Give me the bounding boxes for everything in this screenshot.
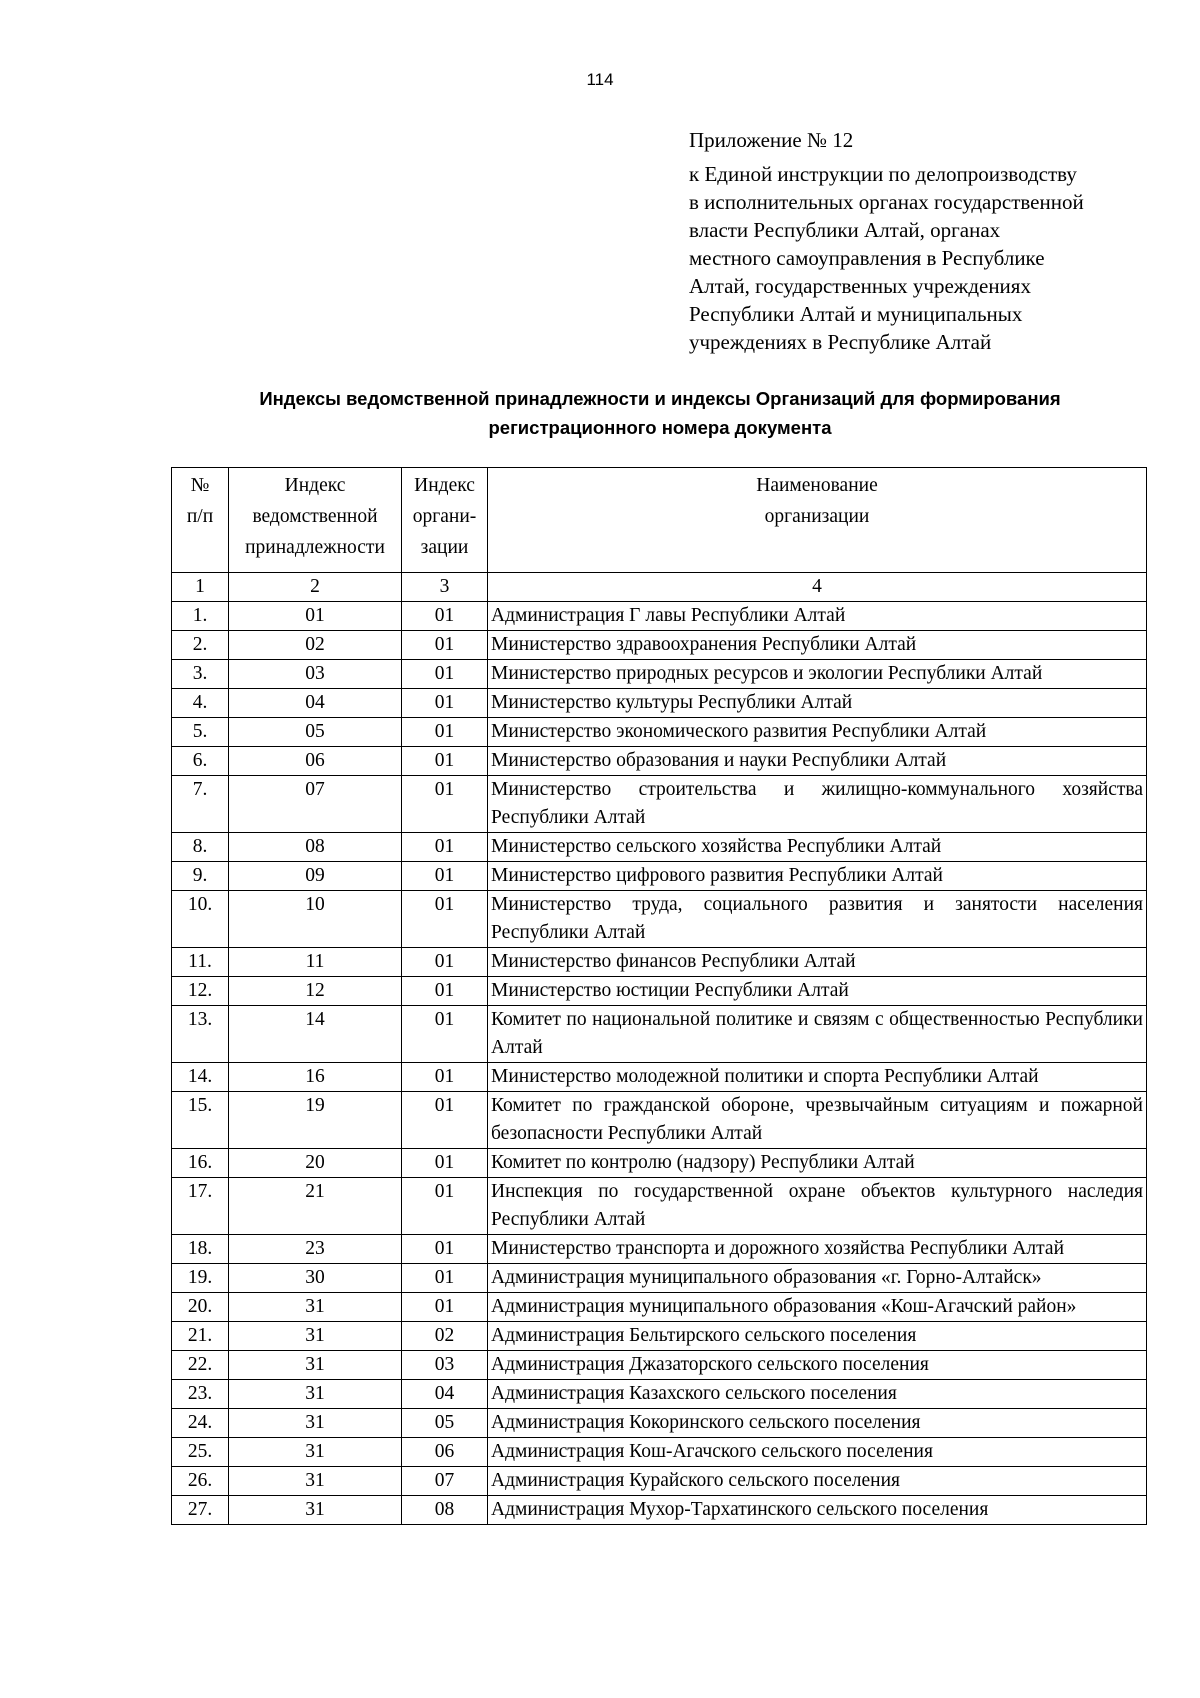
table-row bbox=[172, 689, 1147, 718]
department-index: 10 bbox=[229, 891, 402, 948]
organization-name: Министерство молодежной политики и спорта Республики Алтай bbox=[488, 1063, 1147, 1092]
organization-name: Администрация муниципального образования «Кош-Агачский район» bbox=[488, 1293, 1147, 1322]
organization-index: 05 bbox=[402, 1409, 488, 1438]
table-row bbox=[172, 1149, 1147, 1178]
row-number: 17. bbox=[172, 1178, 229, 1235]
organization-name: Министерство строительства и жилищно-коммунального хозяйства Республики Алтай bbox=[488, 776, 1147, 833]
department-index: 23 bbox=[229, 1235, 402, 1264]
index-table bbox=[171, 467, 1147, 1525]
appendix-line: власти Республики Алтай, органах bbox=[689, 218, 1001, 242]
table-row bbox=[172, 1351, 1147, 1380]
organization-name: Администрация Бельтирского сельского поселения bbox=[488, 1322, 1147, 1351]
row-number: 2. bbox=[172, 631, 229, 660]
organization-name: Министерство юстиции Республики Алтай bbox=[488, 977, 1147, 1006]
document-title bbox=[120, 384, 1200, 442]
organization-name: Инспекция по государственной охране объектов культурного наследия Республики Алтай bbox=[488, 1178, 1147, 1235]
appendix-line: к Единой инструкции по делопроизводству bbox=[689, 162, 1077, 186]
table-row bbox=[172, 1178, 1147, 1235]
department-index: 31 bbox=[229, 1380, 402, 1409]
department-index: 02 bbox=[229, 631, 402, 660]
column-number: 2 bbox=[229, 573, 402, 602]
row-number: 26. bbox=[172, 1467, 229, 1496]
document-title-line: регистрационного номера документа bbox=[488, 417, 832, 438]
row-number: 20. bbox=[172, 1293, 229, 1322]
row-number: 12. bbox=[172, 977, 229, 1006]
row-number: 8. bbox=[172, 833, 229, 862]
table-row bbox=[172, 776, 1147, 833]
row-number: 21. bbox=[172, 1322, 229, 1351]
table-row bbox=[172, 862, 1147, 891]
row-number: 27. bbox=[172, 1496, 229, 1525]
organization-name: Министерство природных ресурсов и экологии Республики Алтай bbox=[488, 660, 1147, 689]
table-row bbox=[172, 631, 1147, 660]
row-number: 23. bbox=[172, 1380, 229, 1409]
organization-index: 01 bbox=[402, 977, 488, 1006]
department-index: 31 bbox=[229, 1409, 402, 1438]
column-number: 3 bbox=[402, 573, 488, 602]
organization-index: 01 bbox=[402, 1293, 488, 1322]
row-number: 18. bbox=[172, 1235, 229, 1264]
table-row bbox=[172, 1409, 1147, 1438]
organization-index: 01 bbox=[402, 1006, 488, 1063]
appendix-line: Алтай, государственных учреждениях bbox=[689, 274, 1031, 298]
department-index: 31 bbox=[229, 1467, 402, 1496]
page-number: 114 bbox=[586, 70, 614, 89]
row-number: 11. bbox=[172, 948, 229, 977]
header-organization-name: Наименование организации bbox=[488, 468, 1147, 573]
row-number: 1. bbox=[172, 602, 229, 631]
table-row bbox=[172, 1380, 1147, 1409]
organization-name: Администрация Мухор-Тархатинского сельского поселения bbox=[488, 1496, 1147, 1525]
department-index: 03 bbox=[229, 660, 402, 689]
row-number: 14. bbox=[172, 1063, 229, 1092]
organization-index: 01 bbox=[402, 862, 488, 891]
appendix-line: учреждениях в Республике Алтай bbox=[689, 330, 992, 354]
organization-index: 01 bbox=[402, 776, 488, 833]
column-number: 1 bbox=[172, 573, 229, 602]
department-index: 06 bbox=[229, 747, 402, 776]
organization-name: Администрация муниципального образования «г. Горно-Алтайск» bbox=[488, 1264, 1147, 1293]
row-number: 10. bbox=[172, 891, 229, 948]
organization-index: 01 bbox=[402, 1063, 488, 1092]
department-index: 08 bbox=[229, 833, 402, 862]
organization-index: 03 bbox=[402, 1351, 488, 1380]
table-row bbox=[172, 602, 1147, 631]
column-number: 4 bbox=[488, 573, 1147, 602]
table-row bbox=[172, 977, 1147, 1006]
department-index: 30 bbox=[229, 1264, 402, 1293]
table-row bbox=[172, 1322, 1147, 1351]
appendix-line: в исполнительных органах государственной bbox=[689, 190, 1084, 214]
row-number: 13. bbox=[172, 1006, 229, 1063]
organization-name: Администрация Джазаторского сельского поселения bbox=[488, 1351, 1147, 1380]
organization-index: 01 bbox=[402, 602, 488, 631]
table-row bbox=[172, 1235, 1147, 1264]
row-number: 3. bbox=[172, 660, 229, 689]
organization-index: 01 bbox=[402, 689, 488, 718]
organization-index: 07 bbox=[402, 1467, 488, 1496]
organization-index: 01 bbox=[402, 948, 488, 977]
organization-name: Администрация Кокоринского сельского поселения bbox=[488, 1409, 1147, 1438]
department-index: 01 bbox=[229, 602, 402, 631]
row-number: 9. bbox=[172, 862, 229, 891]
table-row bbox=[172, 1092, 1147, 1149]
table-row bbox=[172, 833, 1147, 862]
organization-index: 01 bbox=[402, 718, 488, 747]
department-index: 19 bbox=[229, 1092, 402, 1149]
department-index: 14 bbox=[229, 1006, 402, 1063]
organization-name: Министерство цифрового развития Республики Алтай bbox=[488, 862, 1147, 891]
header-number: № п/п bbox=[172, 468, 229, 573]
row-number: 6. bbox=[172, 747, 229, 776]
department-index: 12 bbox=[229, 977, 402, 1006]
table-row bbox=[172, 718, 1147, 747]
table-row bbox=[172, 948, 1147, 977]
appendix-line: местного самоуправления в Республике bbox=[689, 246, 1045, 270]
organization-name: Комитет по контролю (надзору) Республики Алтай bbox=[488, 1149, 1147, 1178]
department-index: 31 bbox=[229, 1293, 402, 1322]
organization-name: Министерство экономического развития Республики Алтай bbox=[488, 718, 1147, 747]
organization-name: Министерство культуры Республики Алтай bbox=[488, 689, 1147, 718]
organization-index: 01 bbox=[402, 1235, 488, 1264]
table-row bbox=[172, 660, 1147, 689]
organization-name: Министерство финансов Республики Алтай bbox=[488, 948, 1147, 977]
organization-name: Администрация Казахского сельского поселения bbox=[488, 1380, 1147, 1409]
organization-index: 01 bbox=[402, 833, 488, 862]
organization-name: Комитет по гражданской обороне, чрезвычайным ситуациям и пожарной безопасности Республики Алтай bbox=[488, 1092, 1147, 1149]
department-index: 31 bbox=[229, 1322, 402, 1351]
department-index: 31 bbox=[229, 1438, 402, 1467]
department-index: 16 bbox=[229, 1063, 402, 1092]
department-index: 31 bbox=[229, 1351, 402, 1380]
header-department-index: Индекс ведомственной принадлежности bbox=[229, 468, 402, 573]
organization-index: 08 bbox=[402, 1496, 488, 1525]
row-number: 22. bbox=[172, 1351, 229, 1380]
organization-index: 04 bbox=[402, 1380, 488, 1409]
department-index: 11 bbox=[229, 948, 402, 977]
department-index: 09 bbox=[229, 862, 402, 891]
row-number: 24. bbox=[172, 1409, 229, 1438]
department-index: 04 bbox=[229, 689, 402, 718]
table-row bbox=[172, 1467, 1147, 1496]
row-number: 25. bbox=[172, 1438, 229, 1467]
organization-name: Министерство труда, социального развития и занятости населения Республики Алтай bbox=[488, 891, 1147, 948]
row-number: 5. bbox=[172, 718, 229, 747]
organization-index: 01 bbox=[402, 747, 488, 776]
appendix-line: Республики Алтай и муниципальных bbox=[689, 302, 1023, 326]
organization-name: Министерство образования и науки Республики Алтай bbox=[488, 747, 1147, 776]
table-row bbox=[172, 1496, 1147, 1525]
department-index: 07 bbox=[229, 776, 402, 833]
appendix-note bbox=[689, 126, 1159, 356]
organization-index: 06 bbox=[402, 1438, 488, 1467]
organization-index: 01 bbox=[402, 1149, 488, 1178]
header-organization-index: Индекс органи- зации bbox=[402, 468, 488, 573]
row-number: 16. bbox=[172, 1149, 229, 1178]
document-title-line: Индексы ведомственной принадлежности и индексы Организаций для формирования bbox=[259, 388, 1061, 409]
table-row bbox=[172, 1293, 1147, 1322]
table-header-row bbox=[172, 468, 1147, 573]
organization-name: Администрация Курайского сельского поселения bbox=[488, 1467, 1147, 1496]
organization-name: Комитет по национальной политике и связям с общественностью Республики Алтай bbox=[488, 1006, 1147, 1063]
row-number: 4. bbox=[172, 689, 229, 718]
appendix-title: Приложение № 12 bbox=[689, 128, 854, 152]
organization-index: 02 bbox=[402, 1322, 488, 1351]
row-number: 19. bbox=[172, 1264, 229, 1293]
department-index: 20 bbox=[229, 1149, 402, 1178]
organization-index: 01 bbox=[402, 1264, 488, 1293]
table-row bbox=[172, 1063, 1147, 1092]
department-index: 05 bbox=[229, 718, 402, 747]
organization-index: 01 bbox=[402, 1178, 488, 1235]
table-row bbox=[172, 1438, 1147, 1467]
organization-name: Администрация Г лавы Республики Алтай bbox=[488, 602, 1147, 631]
row-number: 7. bbox=[172, 776, 229, 833]
department-index: 31 bbox=[229, 1496, 402, 1525]
organization-name: Министерство здравоохранения Республики Алтай bbox=[488, 631, 1147, 660]
organization-name: Администрация Кош-Агачского сельского поселения bbox=[488, 1438, 1147, 1467]
row-number: 15. bbox=[172, 1092, 229, 1149]
department-index: 21 bbox=[229, 1178, 402, 1235]
table-row bbox=[172, 1264, 1147, 1293]
organization-name: Министерство сельского хозяйства Республики Алтай bbox=[488, 833, 1147, 862]
organization-index: 01 bbox=[402, 631, 488, 660]
table-row bbox=[172, 1006, 1147, 1063]
organization-index: 01 bbox=[402, 1092, 488, 1149]
organization-index: 01 bbox=[402, 891, 488, 948]
organization-index: 01 bbox=[402, 660, 488, 689]
table-row bbox=[172, 891, 1147, 948]
table-row bbox=[172, 747, 1147, 776]
organization-name: Министерство транспорта и дорожного хозяйства Республики Алтай bbox=[488, 1235, 1147, 1264]
column-numbers-row bbox=[172, 573, 1147, 602]
